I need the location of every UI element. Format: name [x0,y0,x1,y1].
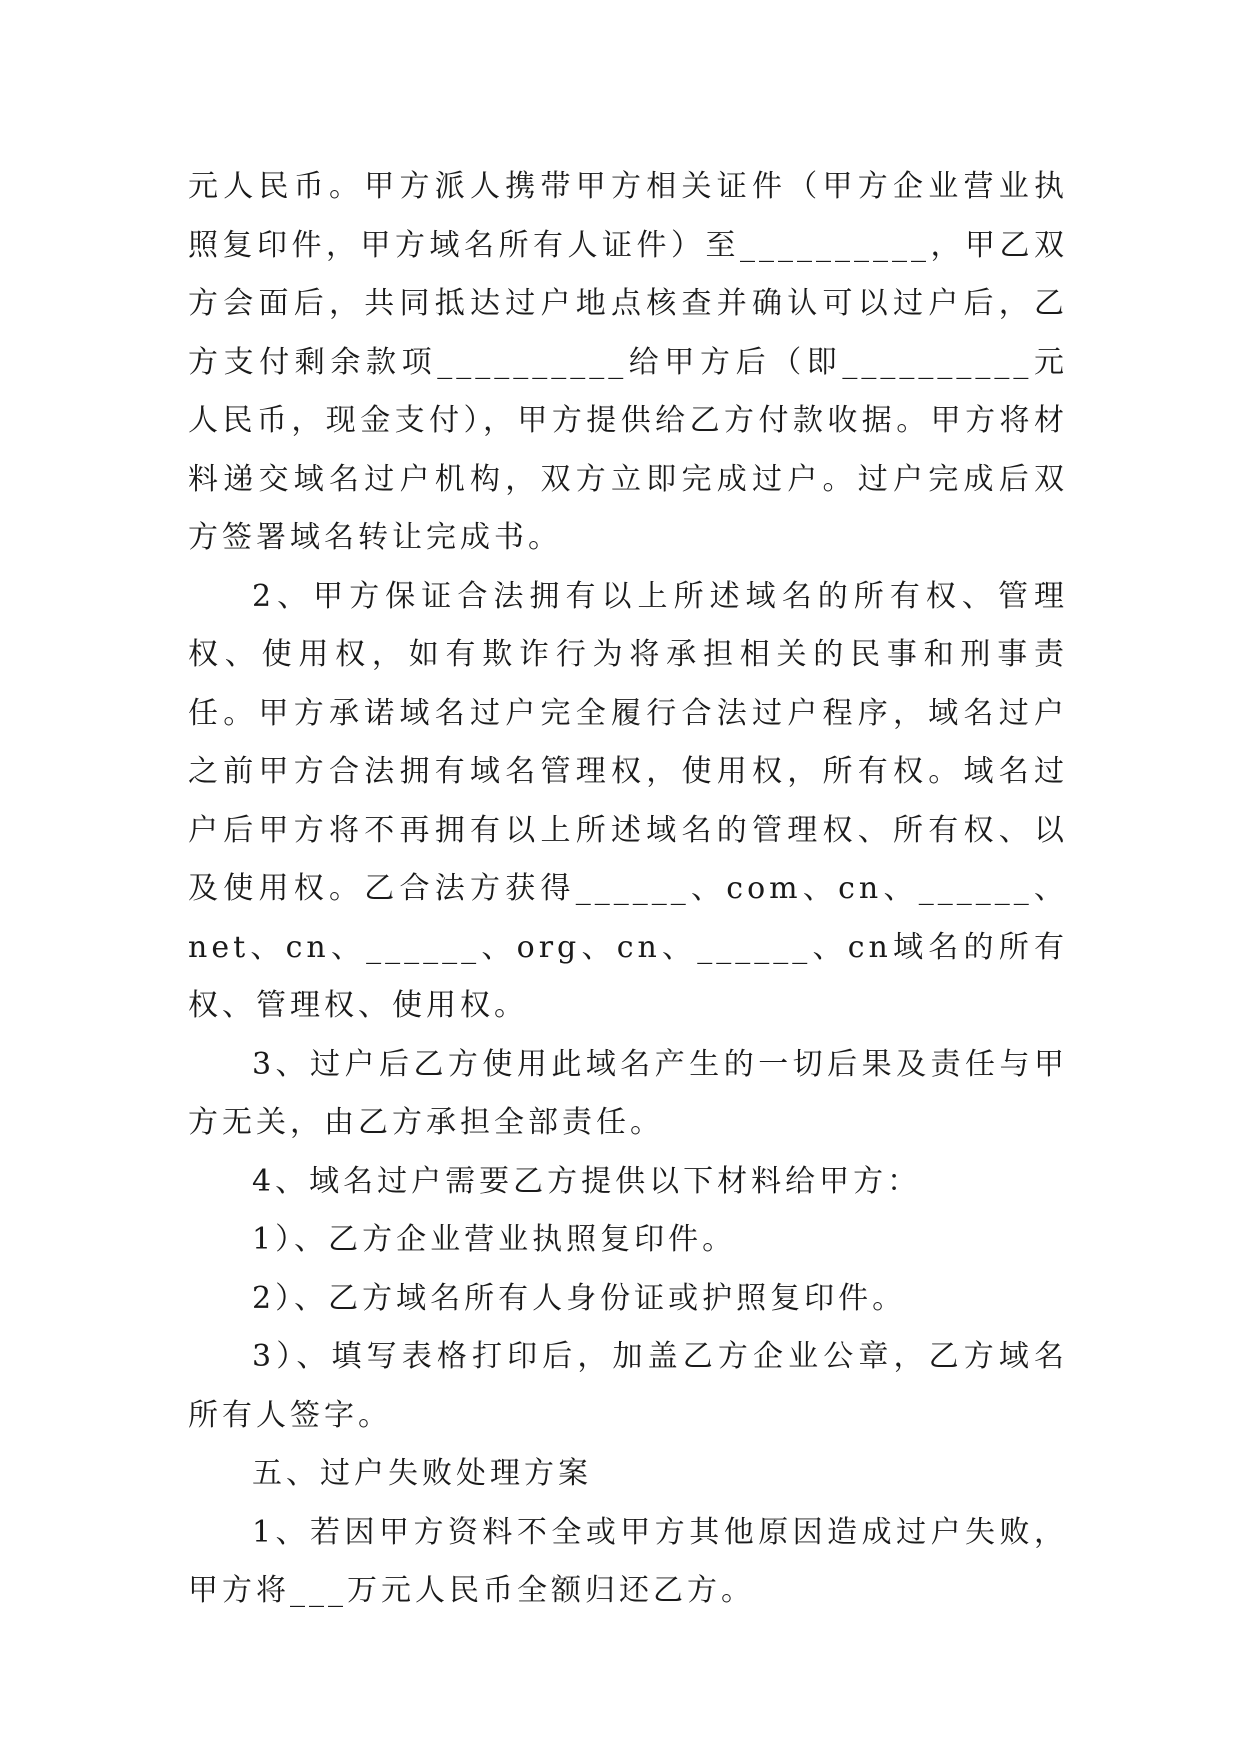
list-item-business-license: 1）、乙方企业营业执照复印件。 [252,1222,737,1257]
paragraph-payment-procedure: 元人民币。甲方派人携带甲方相关证件（甲方企业营业执照复印件，甲方域名所有人证件）至__________，甲乙双方会面后，共同抵达过户地点核查并确认可以过户后，乙方支付剩余款项__________给甲方后（即__________元人民币，现金支付），甲方提供给乙方付款收据。甲方将材料递交域名过户机构，双方立即完成过户。过户完成后双方签署域名转让完成书。 [188,169,1068,555]
paragraph-clause-2-ownership-guarantee: 2、甲方保证合法拥有以上所述域名的所有权、管理权、使用权，如有欺诈行为将承担相关的民事和刑事责任。甲方承诺域名过户完全履行合法过户程序，域名过户之前甲方合法拥有域名管理权，使用权，所有权。域名过户后甲方将不再拥有以上所述域名的管理权、所有权、以及使用权。乙合法方获得______、com、cn、______、net、cn、______、org、cn、______、cn域名的所有权、管理权、使用权。 [188,578,1068,1023]
paragraph-clause-4-materials: 4、域名过户需要乙方提供以下材料给甲方： [252,1163,922,1199]
paragraph-clause-3-liability: 3、过户后乙方使用此域名产生的一切后果及责任与甲方无关，由乙方承担全部责任。 [188,1046,1068,1140]
paragraph-failure-clause-1: 1、若因甲方资料不全或甲方其他原因造成过户失败，甲方将___万元人民币全额归还乙方。 [188,1514,1068,1608]
list-item-form-seal-signature: 3）、填写表格打印后，加盖乙方企业公章，乙方域名所有人签字。 [188,1339,1068,1433]
list-item-id-passport: 2）、乙方域名所有人身份证或护照复印件。 [252,1280,907,1316]
section-heading-transfer-failure: 五、过户失败处理方案 [252,1456,592,1491]
document-body [188,158,1068,1621]
